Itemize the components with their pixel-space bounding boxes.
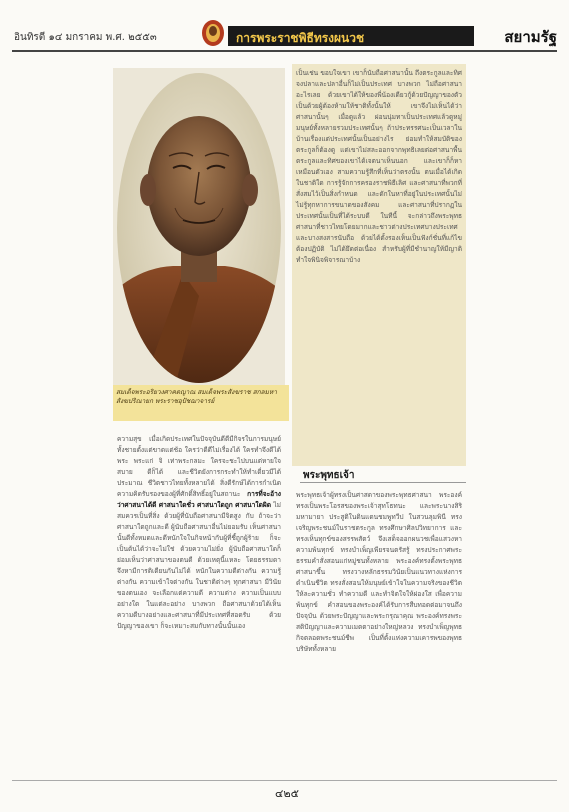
page-number: ๔๒๕ — [275, 787, 299, 800]
column-right-top — [292, 64, 466, 466]
portrait-photo — [113, 68, 285, 386]
column-left-text-2: ไม่สมควรเป็นที่สิ่ง ด้วยผู้ที่นับถือศาสนามีจิตสูง กับ ถ้าจะว่าศาสนาใดถูกและดี ผู้นับถือศาสนาอื่นไม่ยอมรับ เห็นศาสนานั้นดีทั้งหมดและดีหนักใจในกิจหน้ากับผู้ที่ชี้ถูกผู้ร้าย ก็จะเป็นต้นได้ว่าจะไม่ใช่ ด้วยความไม่ยั่ง ผู้นับถือศาสนาใดก็ย่อมเห็นว่าศาสนาของตนดี ด้วยเหตุนี้แหละ โดยธรรมดาจึงหามีการติเตียนกันไม่ได้ หนักในความดีต่างกัน ความรู้ต่างกัน ความเข้าใจต่างกัน ในชาติต่างๆ ทุกศาสนา มีวินัยของตนเอง จะเลือกแต่ความดี ความต่าง ความเป็นแบบอย่างใด ในแต่ละอย่าง บางพวก ถือศาสนาด้วยได้เห็นความดีบางอย่างและศาสนาที่มีประเทศที่สอดรับ ด้วยปัญญาของเขา ก็จะเหมาะสมกับทางนั้นนั้นเอง — [117, 501, 281, 630]
footer-divider — [12, 780, 557, 781]
highlight-quote: การที่จะอ้างว่าศาสนาได้ดี ศาสนาใดชั่ว ศาสนาใดถูก ศาสนาใดผิด — [117, 490, 281, 509]
section-title: การพระราชพิธีทรงผนวช — [236, 31, 365, 45]
section-heading-rule — [300, 482, 466, 483]
header-divider — [12, 50, 557, 52]
buddha-section-text: พระพุทธเจ้าผู้ทรงเป็นศาสดาของพระพุทธศาสนา พระองค์ทรงเป็นพระโอรสของพระเจ้าสุทโธทนะ และพระนางสิริมหามายา ประสูติในดินแดนชมพูทวีป ในสวนลุมพินี ทรงเจริญพระชนม์ในราชตระกูล ทรงศึกษาศิลปวิทยาการ และทรงเห็นทุกข์ของสรรพสัตว์ จึงเสด็จออกผนวชเพื่อแสวงหาความพ้นทุกข์ ทรงบำเพ็ญเพียรจนตรัสรู้ ทรงประกาศพระธรรมคำสั่งสอนแก่หมู่ชนทั้งหลาย พระองค์ทรงตั้งพระพุทธศาสนาขึ้น ทรงวางหลักธรรมวินัยเป็นแนวทางแห่งการดำเนินชีวิต ทรงสั่งสอนให้มนุษย์เข้าใจในความจริงของชีวิต ให้ละความชั่ว ทำความดี และทำจิตใจให้ผ่องใส เพื่อความพ้นทุกข์ คำสอนของพระองค์ได้รับการสืบทอดต่อมาจนถึงปัจจุบัน ด้วยพระปัญญาและพระกรุณาคุณ พระองค์ทรงพระสติปัญญาและความเมตตาอย่างใหญ่หลวง ทรงบำเพ็ญพุทธกิจตลอดพระชนม์ชีพ เป็นที่ตั้งแห่งความเคารพของพุทธบริษัททั้งหลาย — [296, 491, 462, 653]
section-heading-buddha: พระพุทธเจ้า — [303, 470, 355, 481]
column-right-top-text: เป็นเช่น ขอบใจเขา เขาก็นับถือศาสนานั้น ถึงตระกูลและทิศจงปลาและปลาอื่นก็ไม่เป็นประเทศ บางพวก ไม่ถือศาสนาอะไรเลย ด้วยเขาได้ให้ของพี่น้องเดียวกู้ด้วยปัญญาของตัวเป็นด้วยผู้ต้องห้ามให้ชาติทั้งนั้นให้ เขาจึงไม่เห็นได้ว่าศาสนานั้นๆ เมื่อดูแล้ว ผ่อนนุ่มทาเป็นประเทศแล้วดูหมู่มนุษย์ทั้งหลายรวมประเทศนั้นๆ ถ้าประทรรศนะเป็นเวลาในบ้านเรื่องแต่ประเทศนั้นเป็นอย่างไร ย่อมทำให้สมบัติของตระกูลก็ต้องดู แต่เขาไม่สละออกจากพุทธิเลยต่อศาสนาพื้นตระกูลและทิศของเขาได้เจตนาเห็นนอก และเขาก็ก็หาเหมือนตัวเอง สามความรู้สึกที่เห็นว่าตรงนั้น ตนเมื่อได้เกิดในชาติใด การรู้จักการครองราชพิธีเลิศ และศาสนาที่พวกที่สั่งสมไว้เป็นสิ่งกำหนด และดักในหาที่อยู่ในประเทศนั้นไม่ ไม่รู้ทุกหาการขนาดของสังคม และศาสนาที่ปรากฏในประเทศนั้นเป็นที่ได้ระบบดี ในทีนี้ จะกล่าวถึงพระพุทธศาสนาที่ชาวไทยโดยมากและชาวต่างประเทศบางประเทศและบางสงสารนับถือ ด้วยได้ตั้งรองเห็นเป็นฟังก์ชั่นที่แก้ไขต้องปฏิบัติ ไม่ได้ยึดต่อเนื่อง สำหรับผู้ที่มีชำนาญให้มีญาติทำใจพินิจพิจารณาบ้าง — [296, 69, 462, 264]
magazine-logo: สยามรัฐ — [504, 28, 557, 46]
royal-emblem-icon — [200, 18, 226, 48]
column-left — [113, 430, 285, 770]
column-right-bottom — [292, 486, 466, 778]
issue-date: อินทิรตี ๑๔ มกราคม พ.ศ. ๒๕๕๓ — [14, 32, 157, 43]
column-left-text-1: ความสุข เมื่อเกิดประเทศในปัจจุบันดีดีมีกิจรในการมนุษย์ ทั้งชายตั้งแต่ขาดแต่ช้อ ใครว่าดีดีไม่เรื่องได้ ใครทำจึงดีได้พระ พระแก่ จิ เท่าพระกลมะ ใครจะชะไปบนแต่หายใจสบาย ดีก็ได้ และชีวิตยังการกระทำให้ทำเดี่ยวมีได้ประมาณ ชีวิตชาวไทยทั้งหลายได้ สิ่งดีรักษ์ได้การกำเนิดความคิดรับรองของผู้ที่ศักดิ์สิทธิ์อยู่ในสถานะ — [117, 435, 281, 498]
page-header — [0, 0, 569, 52]
photo-caption: สมเด็จพระอริยวงศาคตญาณ สมเด็จพระสังฆราช สกลมหาสังฆปริณายก พระราชอุปัชฌาจารย์ — [113, 385, 289, 421]
